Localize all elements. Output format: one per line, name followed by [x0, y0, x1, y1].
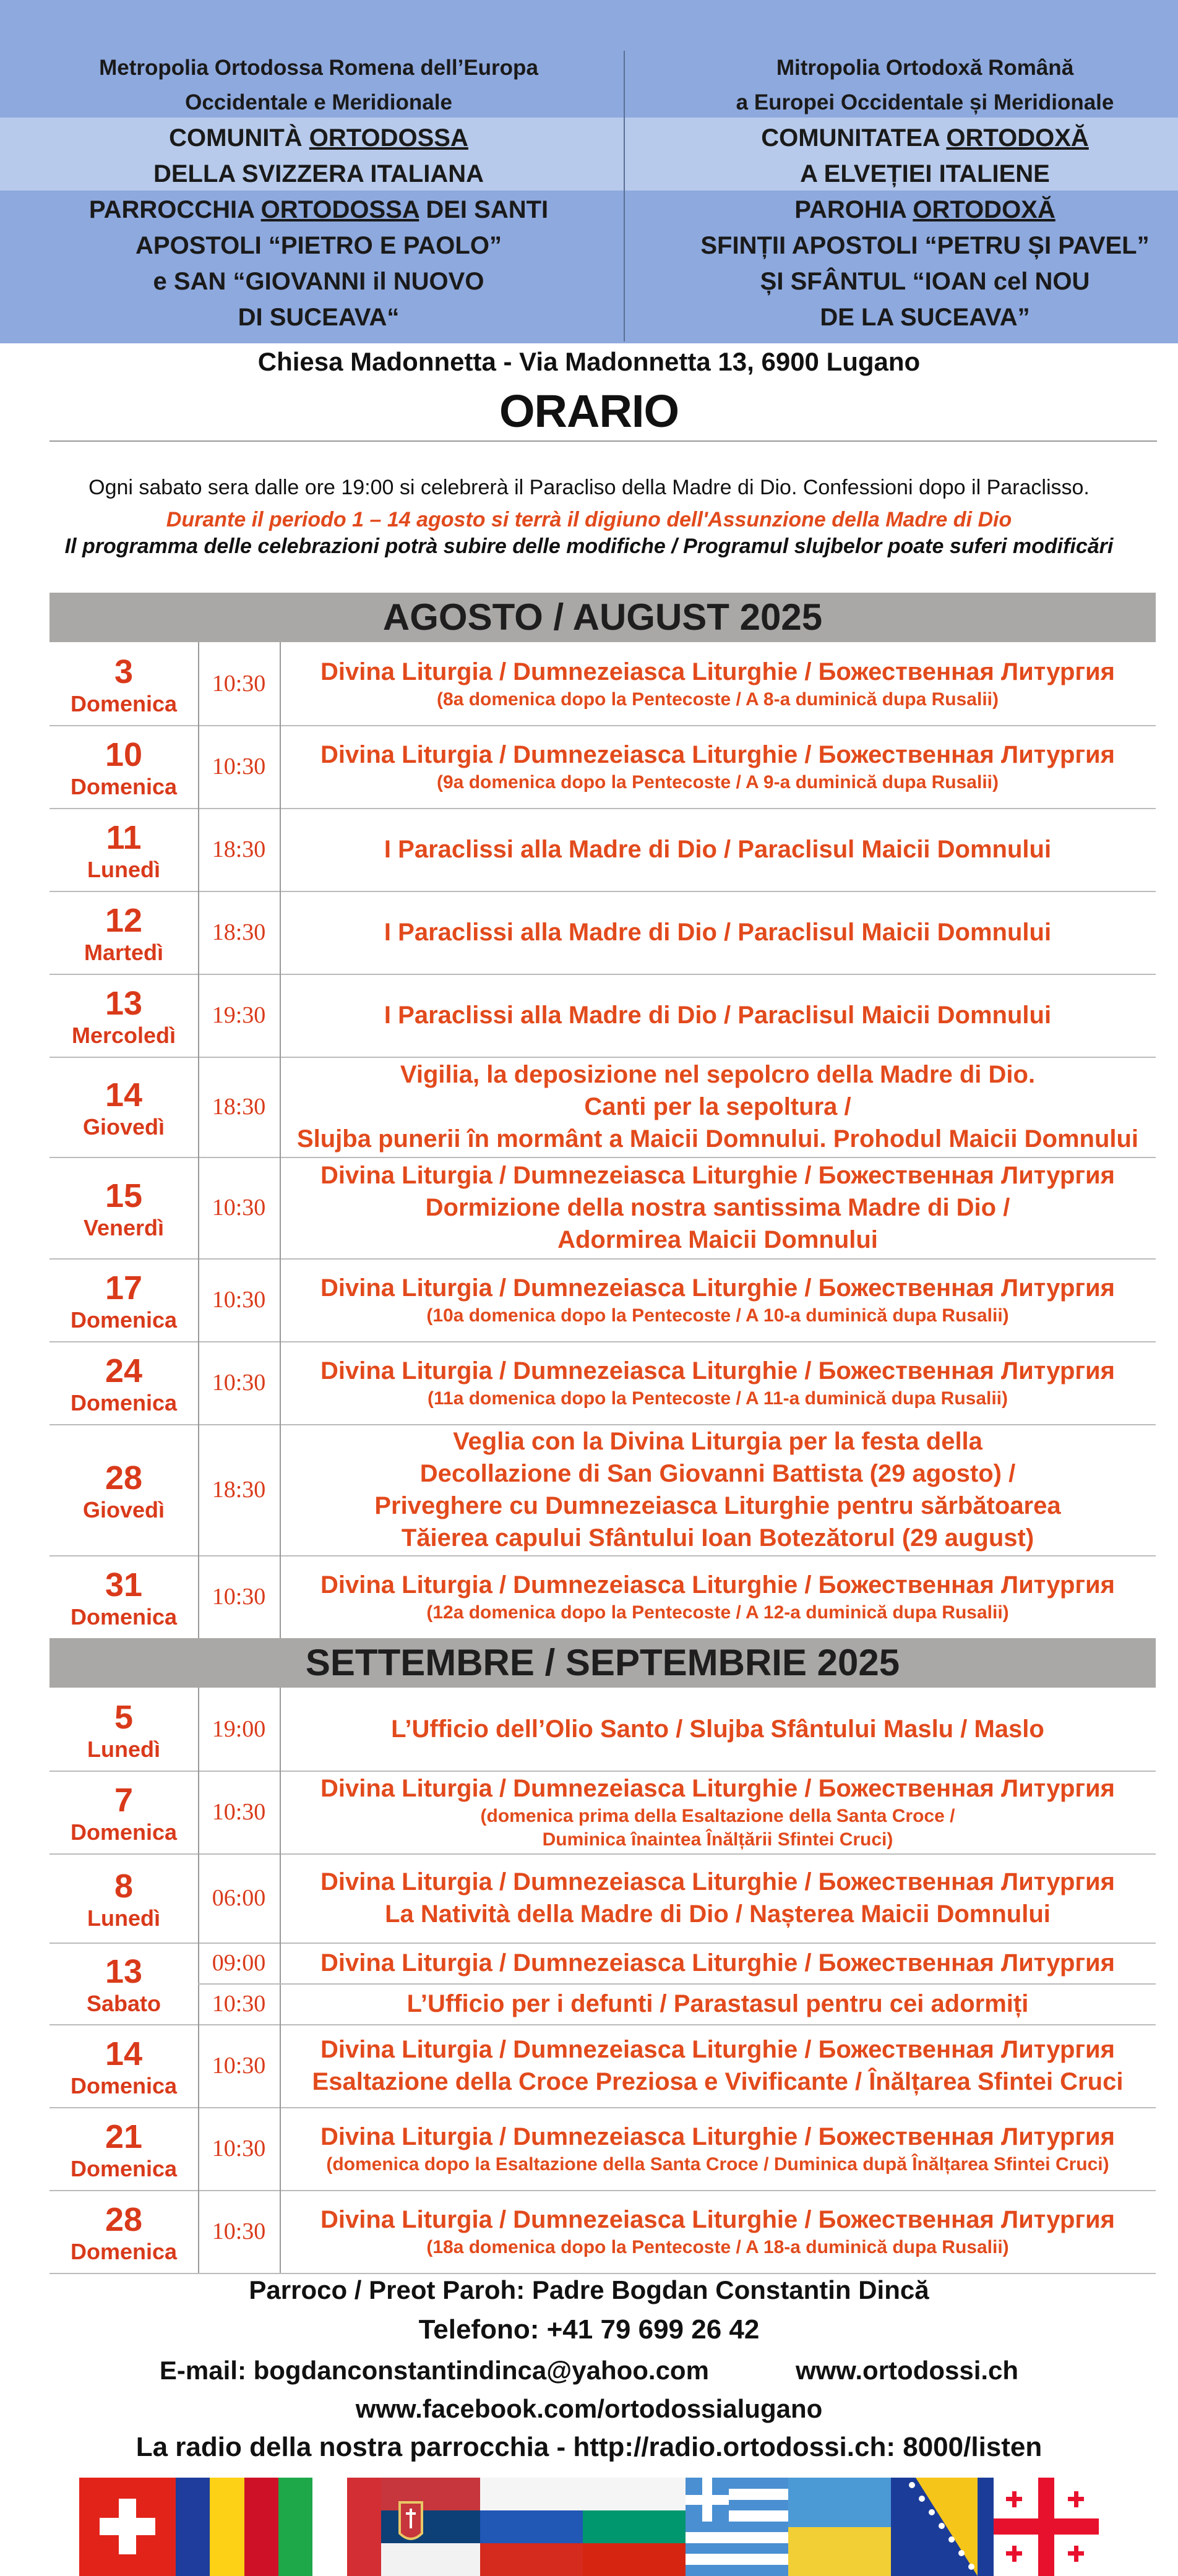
time-cell [198, 2107, 281, 2190]
header-right-line7: ȘI SFÂNTUL “IOAN cel NOU [760, 268, 1090, 295]
schedule-row [49, 1555, 1156, 1639]
time-cell [198, 891, 281, 974]
page-title: ORARIO [499, 385, 679, 437]
event-time: 18:30 [212, 836, 266, 862]
schedule-row [49, 1853, 1156, 1944]
event-time: 10:30 [212, 1287, 266, 1313]
event-title-line: Priveghere cu Dumnezeiasca Liturghie pentru sărbătoarea [374, 1492, 1061, 1519]
event-title-line: Esaltazione della Croce Preziosa e Vivificante / Înălțarea Sfintei Cruci [312, 2068, 1124, 2095]
schedule-row [49, 2107, 1156, 2191]
church-address: Chiesa Madonnetta - Via Madonnetta 13, 6900 Lugano [257, 347, 921, 376]
event-cell [280, 2190, 1156, 2273]
day-number: 5 [114, 1699, 134, 1736]
day-number: 13 [105, 985, 143, 1022]
date-cell [49, 1057, 199, 1157]
note-saturday: Ogni sabato sera dalle ore 19:00 si celebrerà il Paraclisо della Madre di Dio. Confessioni dopo il Paraclisso. [88, 476, 1090, 499]
footer-facebook[interactable]: www.facebook.com/ortodossialugano [355, 2394, 823, 2423]
event-cell [280, 1341, 1156, 1424]
event-title-line: Divina Liturgia / Dumnezeiasca Liturghie / Божественная Литургия [320, 1949, 1115, 1977]
event-title-line: Divina Liturgia / Dumnezeiasca Liturghie / Божественная Литургия [320, 2206, 1115, 2233]
header-right-line6: SFINȚII APOSTOLI “PETRU ȘI PAVEL” [700, 232, 1150, 259]
romania-flag [176, 2478, 278, 2576]
time-cell [198, 725, 281, 808]
date-cell [49, 1853, 199, 1943]
event-title-line: Divina Liturgia / Dumnezeiasca Liturghie / Божественная Литургия [320, 1274, 1115, 1302]
header-left-line3: COMUNITÀ ORTODOSSA [169, 124, 468, 152]
note-fasting: Durante il periodo 1 – 14 agosto si terrà il digiuno dell'Assunzione della Madre di Dio [166, 508, 1012, 531]
time-cell [198, 1157, 281, 1258]
event-time: 10:30 [212, 1799, 266, 1825]
schedule-row [49, 1771, 1156, 1855]
footer-priest: Parroco / Preot Paroh: Padre Bogdan Constantin Dincă [249, 2275, 929, 2304]
date-cell [49, 2024, 199, 2107]
event-time: 18:30 [212, 1094, 266, 1120]
event-title-line: Canti per la sepoltura / [584, 1093, 851, 1120]
event-cell [280, 1771, 1156, 1853]
title-divider [49, 440, 1157, 442]
event-title-line: Tăierea capului Sfântului Ioan Botezătorul (29 august) [401, 1524, 1034, 1552]
day-number: 10 [105, 736, 143, 773]
event-time: 10:30 [212, 2136, 266, 2162]
event-time: 19:30 [212, 1002, 266, 1028]
event-cell [280, 1555, 1156, 1638]
event-cell [280, 1853, 1156, 1943]
event-title-line: Divina Liturgia / Dumnezeiasca Liturghie / Божественная Литургия [320, 741, 1115, 768]
event-subtitle-line: (9a domenica dopo la Pentecoste / A 9-a duminică dupa Rusalii) [437, 772, 999, 792]
event-time: 10:30 [212, 1195, 266, 1221]
weekday: Martedì [84, 940, 164, 965]
weekday: Giovedì [82, 1497, 165, 1522]
day-number: 31 [105, 1566, 143, 1604]
weekday: Domenica [70, 774, 178, 799]
weekday: Domenica [70, 1604, 178, 1629]
schedule-row [49, 891, 1156, 975]
italy-flag [278, 2478, 381, 2576]
event-title-line: Divina Liturgia / Dumnezeiasca Liturghie / Божественная Литургия [320, 1162, 1115, 1189]
date-cell [49, 1157, 199, 1258]
event-cell [280, 1157, 1156, 1258]
time-cell [198, 1771, 281, 1853]
month-header-august: AGOSTO / AUGUST 2025 [49, 593, 1156, 642]
date-cell [49, 808, 199, 891]
event-time: 06:00 [212, 1885, 266, 1911]
weekday: Giovedì [82, 1114, 165, 1140]
header-divider [624, 51, 625, 341]
event-subtitle-line: Duminica înaintea Înălțării Sfintei Cruci) [542, 1829, 893, 1850]
bulgaria-flag [583, 2478, 686, 2576]
schedule-row [49, 1688, 1156, 1772]
date-cell [49, 642, 199, 725]
footer-website[interactable]: www.ortodossi.ch [795, 2356, 1019, 2385]
header-right-line5: PAROHIA ORTODOXĂ [794, 196, 1055, 223]
event-title-line: Vigilia, la deposizione nel sepolcro della Madre di Dio. [400, 1061, 1036, 1088]
header-left-italian [25, 51, 613, 335]
weekday: Sabato [86, 1991, 161, 2016]
event-time: 10:30 [212, 1584, 266, 1610]
weekday: Domenica [70, 2073, 178, 2098]
event-time: 18:30 [212, 1477, 266, 1503]
day-number: 8 [114, 1868, 134, 1905]
date-cell [49, 2190, 199, 2273]
time-cell [198, 1943, 281, 2024]
weekday: Venerdì [83, 1215, 165, 1240]
event-subtitle-line: (12a domenica dopo la Pentecoste / A 12-a duminică dupa Rusalii) [426, 1602, 1009, 1623]
event-title-line: Divina Liturgia / Dumnezeiasca Liturghie / Божественная Литургия [320, 1775, 1115, 1802]
event-cell [280, 1258, 1156, 1341]
schedule-row [49, 974, 1156, 1058]
event-time: 18:30 [212, 919, 266, 945]
event-cell [280, 1688, 1156, 1771]
header-left-line2: Occidentale e Meridionale [185, 90, 452, 114]
event-divider [280, 1983, 1156, 1985]
weekday: Domenica [70, 691, 178, 716]
event-cell [280, 1424, 1156, 1555]
header-right-line8: DE LA SUCEAVA” [820, 304, 1030, 331]
schedule-row [49, 725, 1156, 809]
schedule-row [49, 1157, 1156, 1260]
serbia-flag [381, 2478, 480, 2576]
event-time: 09:00 [212, 1950, 266, 1976]
day-number: 28 [105, 2201, 143, 2238]
event-title-line: Slujba punerii în mormânt a Maicii Domnului. Prohodul Maicii Domnului [296, 1125, 1139, 1153]
weekday: Domenica [70, 1390, 178, 1415]
date-cell [49, 974, 199, 1057]
weekday: Lunedì [87, 1737, 160, 1762]
day-number: 13 [105, 1953, 143, 1990]
day-number: 28 [105, 1459, 143, 1496]
weekday: Domenica [70, 1307, 178, 1333]
footer-contacts [0, 2352, 1178, 2389]
time-cell [198, 1853, 281, 1943]
event-title-line: La Natività della Madre di Dio / Nașterea Maicii Domnului [385, 1900, 1051, 1928]
day-number: 11 [106, 819, 142, 856]
event-time: 10:30 [212, 753, 266, 779]
header-right-romanian [631, 51, 1178, 335]
footer-radio[interactable]: La radio della nostra parrocchia - http://radio.ortodossi.ch: 8000/listen [135, 2432, 1043, 2462]
header-right-line2: a Europei Occidentale și Meridionale [736, 90, 1114, 114]
event-title-line: I Paraclissi alla Madre di Dio / Paraclisul Maicii Domnului [384, 836, 1052, 863]
event-title-line: Divina Liturgia / Dumnezeiasca Liturghie / Божественная Литургия [320, 658, 1115, 685]
date-cell [49, 1555, 199, 1638]
date-cell [49, 1341, 199, 1424]
schedule-row [49, 1424, 1156, 1556]
day-number: 3 [114, 653, 134, 690]
event-time: 10:30 [212, 2218, 266, 2244]
schedule-row [49, 1057, 1156, 1158]
header-left-line8: DI SUCEAVA“ [238, 304, 400, 331]
event-title-line: Divina Liturgia / Dumnezeiasca Liturghie / Божественная Литургия [320, 1357, 1115, 1385]
event-subtitle-line: (18a domenica dopo la Pentecoste / A 18-a duminică dupa Rusalii) [426, 2237, 1009, 2257]
switzerland-flag [79, 2478, 176, 2576]
schedule-row [49, 2190, 1156, 2274]
date-cell [49, 891, 199, 974]
header-right-line3: COMUNITATEA ORTODOXĂ [761, 124, 1089, 152]
time-cell [198, 808, 281, 891]
footer-phone: Telefono: +41 79 699 26 42 [418, 2314, 760, 2345]
event-title-line: L’Ufficio dell’Olio Santo / Slujba Sfântului Maslu / Maslo [391, 1715, 1044, 1743]
weekday: Domenica [70, 2156, 178, 2181]
event-title-line: Divina Liturgia / Dumnezeiasca Liturghie / Божественная Литургия [320, 2123, 1115, 2150]
event-time: 10:30 [212, 671, 266, 697]
event-title-line: Decollazione di San Giovanni Battista (29 agosto) / [419, 1460, 1016, 1487]
time-cell [198, 642, 281, 725]
time-cell [198, 1341, 281, 1424]
event-time: 10:30 [212, 2053, 266, 2079]
event-subtitle-line: (11a domenica dopo la Pentecoste / A 11-a duminică dupa Rusalii) [427, 1388, 1008, 1409]
event-subtitle-line: (8a domenica dopo la Pentecoste / A 8-a duminică dupa Rusalii) [437, 689, 999, 710]
date-cell [49, 725, 199, 808]
schedule-row [49, 1341, 1156, 1425]
date-cell [49, 2107, 199, 2190]
event-cell [280, 725, 1156, 808]
schedule-row [49, 642, 1156, 726]
event-cell [280, 2107, 1156, 2190]
header-right-line1: Mitropolia Ortodoxă Română [776, 56, 1074, 80]
time-cell [198, 1258, 281, 1341]
day-number: 17 [105, 1269, 143, 1307]
event-title-line: I Paraclissi alla Madre di Dio / Paraclisul Maicii Domnului [384, 919, 1052, 946]
day-number: 15 [105, 1177, 143, 1214]
weekday: Lunedì [87, 1905, 160, 1931]
time-cell [198, 2024, 281, 2107]
time-cell [198, 2190, 281, 2273]
ukraine-flag [788, 2478, 891, 2576]
event-time: 10:30 [212, 1991, 266, 2017]
header-banner [0, 0, 1178, 343]
header-left-line5: PARROCCHIA ORTODOSSA DEI SANTI [88, 196, 549, 223]
event-cell [280, 808, 1156, 891]
event-subtitle-line: (domenica dopo la Esaltazione della Santa Croce / Duminica după Înălțarea Sfintei Cruci) [326, 2154, 1109, 2175]
header-left-line1: Metropolia Ortodossa Romena dell’Europa [99, 56, 538, 80]
event-time: 19:00 [212, 1716, 266, 1742]
event-cell [280, 974, 1156, 1057]
schedule-row [49, 1943, 1156, 2025]
header-left-line7: e SAN “GIOVANNI il NUOVO [153, 268, 484, 295]
event-cell [280, 1943, 1156, 2024]
event-time: 10:30 [212, 1370, 266, 1396]
weekday: Mercoledì [71, 1023, 176, 1048]
note-changes: Il programma delle celebrazioni potrà subire delle modifiche / Programul slujbelor poate suferi modificări [64, 535, 1114, 558]
time-cell [198, 1424, 281, 1555]
event-title-line: Divina Liturgia / Dumnezeiasca Liturghie / Божественная Литургия [320, 2036, 1115, 2063]
event-title-line: Adormirea Maicii Domnului [557, 1226, 878, 1253]
header-right-line4: A ELVEȚIEI ITALIENE [800, 160, 1050, 187]
day-number: 7 [114, 1782, 134, 1819]
event-title-line: Veglia con la Divina Liturgia per la festa della [453, 1428, 982, 1455]
event-subtitle-line: (domenica prima della Esaltazione della Santa Croce / [480, 1806, 955, 1826]
day-number: 14 [105, 1076, 143, 1114]
month-header-september: SETTEMBRE / SEPTEMBRIE 2025 [49, 1638, 1156, 1688]
footer-email[interactable]: E-mail: bogdanconstantindinca@yahoo.com [159, 2356, 709, 2385]
day-number: 24 [105, 1352, 143, 1389]
event-title-line: Divina Liturgia / Dumnezeiasca Liturghie / Божественная Литургия [320, 1571, 1115, 1599]
header-left-line6: APOSTOLI “PIETRO E PAOLO” [135, 232, 502, 259]
date-cell [49, 1943, 199, 2024]
event-title-line: L’Ufficio per i defunti / Parastasul pentru cei adormiți [406, 1990, 1029, 2017]
weekday: Domenica [70, 2239, 178, 2264]
time-cell [198, 974, 281, 1057]
event-title-line: Dormizione della nostra santissima Madre di Dio / [425, 1194, 1010, 1221]
time-cell [198, 1688, 281, 1771]
event-title-line: I Paraclissi alla Madre di Dio / Paraclisul Maicii Domnului [384, 1002, 1052, 1029]
greece-flag [686, 2478, 788, 2576]
schedule-row [49, 2024, 1156, 2108]
event-subtitle-line: (10a domenica dopo la Pentecoste / A 10-a duminică dupa Rusalii) [426, 1305, 1009, 1326]
event-cell [280, 2024, 1156, 2107]
event-cell [280, 642, 1156, 725]
time-cell [198, 1057, 281, 1157]
schedule-row [49, 1258, 1156, 1342]
day-number: 14 [105, 2035, 143, 2072]
weekday: Lunedì [87, 857, 160, 882]
day-number: 12 [105, 902, 143, 939]
bosnia-flag [891, 2478, 994, 2576]
russia-flag [480, 2478, 583, 2576]
georgia-flag [994, 2478, 1099, 2576]
time-divider [198, 1983, 280, 1985]
day-number: 21 [105, 2118, 143, 2155]
time-cell [198, 1555, 281, 1638]
weekday: Domenica [70, 1819, 178, 1845]
schedule-row [49, 808, 1156, 892]
date-cell [49, 1424, 199, 1555]
event-cell [280, 891, 1156, 974]
date-cell [49, 1258, 199, 1341]
header-left-line4: DELLA SVIZZERA ITALIANA [153, 160, 484, 187]
date-cell [49, 1688, 199, 1771]
event-cell [280, 1057, 1156, 1157]
date-cell [49, 1771, 199, 1853]
event-title-line: Divina Liturgia / Dumnezeiasca Liturghie / Божественная Литургия [320, 1868, 1115, 1896]
